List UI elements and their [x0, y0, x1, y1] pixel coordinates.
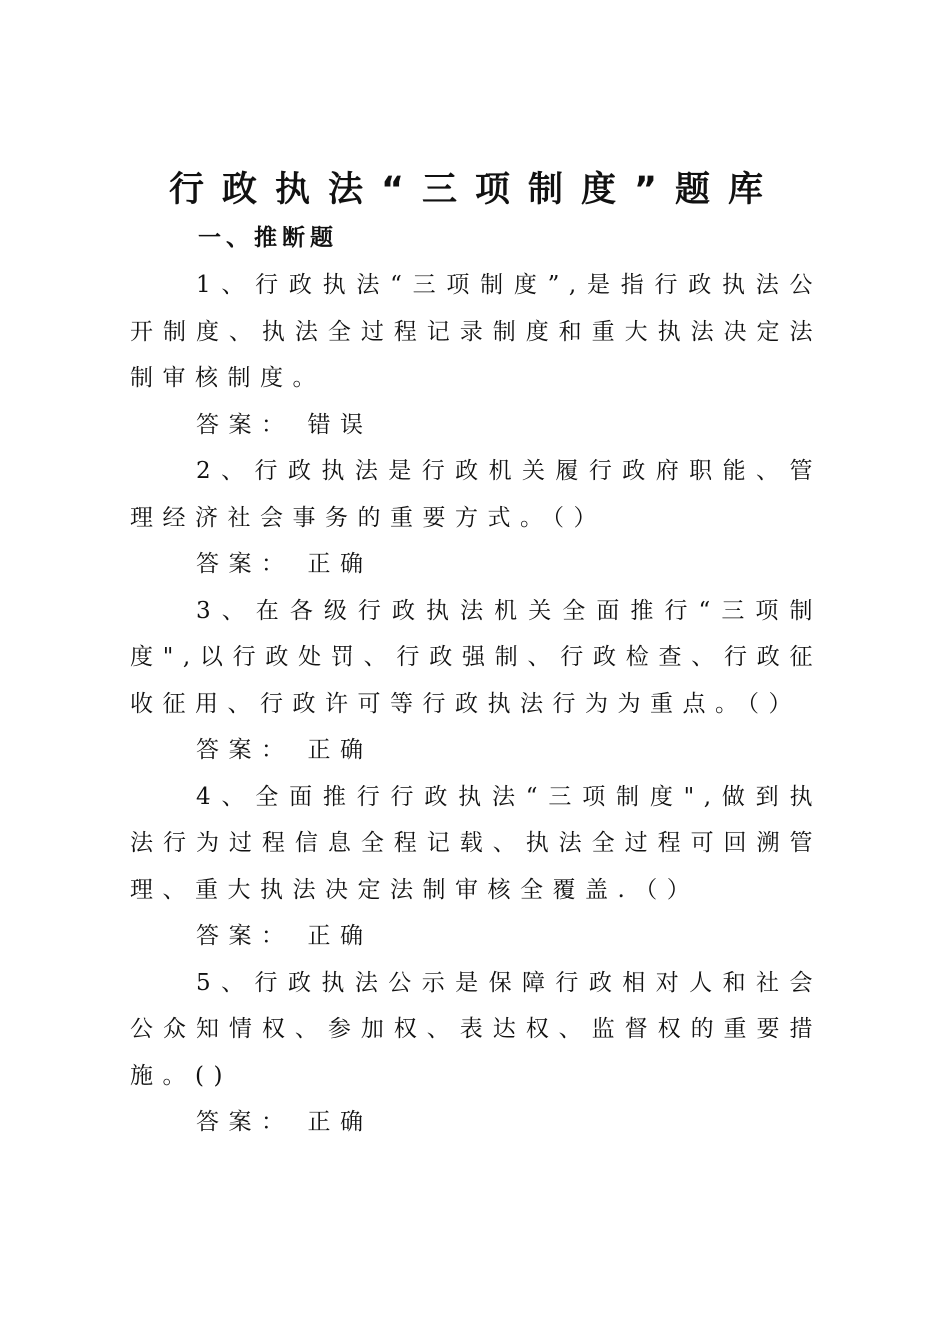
answer-label: 答案：: [196, 737, 294, 763]
question-text: 1、行政执法“三项制度”,是指行政执法公开制度、执法全过程记录制度和重大执法决定法制审核制度。: [130, 272, 822, 391]
question-item: [130, 448, 822, 588]
question-item: [130, 960, 822, 1146]
answer-value: 正确: [307, 1109, 373, 1135]
question-text: 2、行政执法是行政机关履行政府职能、管理经济社会事务的重要方式。（）: [130, 458, 822, 531]
question-text: 3、在各级行政执法机关全面推行“三项制度",以行政处罚、行政强制、行政检查、行政征收征用、行政许可等行政执法行为为重点。（）: [130, 597, 822, 717]
question-text: 5、行政执法公示是保障行政相对人和社会公众知情权、参加权、表达权、监督权的重要措施。(): [130, 969, 822, 1089]
answer-value: 错误: [307, 411, 373, 438]
answer-line: [130, 402, 822, 449]
answer-line: [130, 1099, 822, 1146]
answer-value: 正确: [307, 737, 373, 763]
answer-value: 正确: [307, 551, 373, 577]
answer-line: [130, 727, 822, 774]
answer-value: 正确: [307, 923, 373, 949]
answer-label: 答案：: [196, 1109, 294, 1135]
question-text: 4、全面推行行政执法“三项制度",做到执法行为过程信息全程记载、执法全过程可回溯管理、重大执法决定法制审核全覆盖.（）: [130, 783, 822, 903]
answer-line: [130, 541, 822, 588]
question-list: [130, 262, 822, 1146]
answer-label: 答案：: [196, 551, 294, 577]
answer-label: 答案：: [196, 411, 294, 438]
question-item: [130, 262, 822, 448]
section-heading: 一、推断题: [198, 225, 338, 251]
answer-line: [130, 913, 822, 960]
question-item: [130, 774, 822, 960]
answer-label: 答案：: [196, 923, 294, 949]
document-title: 行政执法“三项制度”题库: [168, 170, 781, 210]
question-item: [130, 588, 822, 774]
